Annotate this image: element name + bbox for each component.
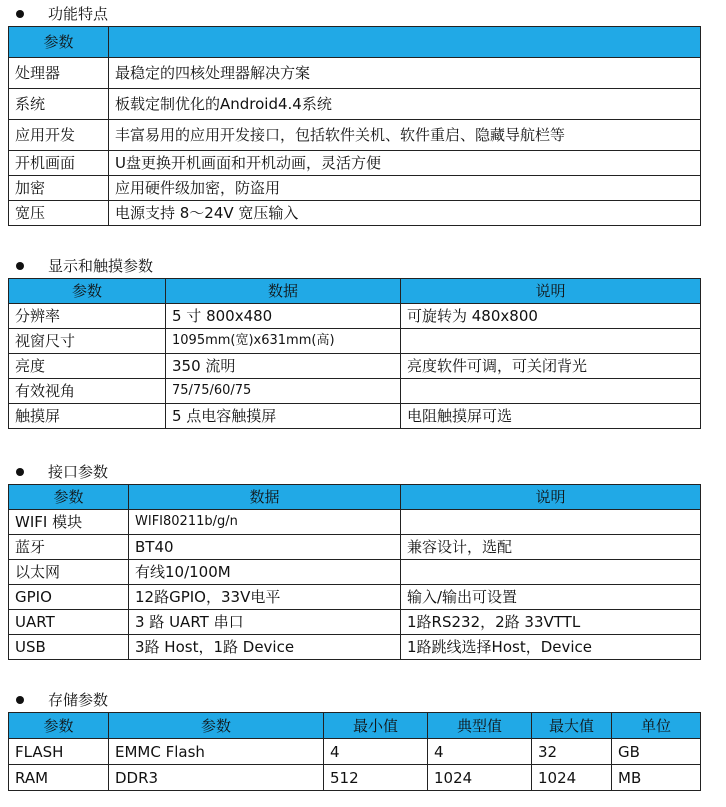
table-header-row (9, 485, 701, 510)
section-title: 接口参数 (48, 463, 109, 481)
table-row (9, 765, 701, 791)
type-cell: EMMC Flash (109, 739, 324, 765)
header-cell: 单位 (612, 713, 701, 739)
header-cell: 参数 (9, 27, 109, 58)
table-row (9, 610, 701, 635)
display-touch-table (8, 278, 701, 429)
note-cell: 可旋转为 480x800 (401, 304, 701, 329)
param-cell: RAM (9, 765, 109, 791)
note-cell (401, 329, 701, 354)
table-header-row (9, 713, 701, 739)
param-cell: 触摸屏 (9, 404, 166, 429)
section-interface (8, 460, 700, 660)
param-cell: 开机画面 (9, 151, 109, 176)
param-cell: 处理器 (9, 58, 109, 89)
data-cell: BT40 (129, 535, 401, 560)
storage-table (8, 712, 701, 791)
data-cell: 350 流明 (166, 354, 401, 379)
header-cell: 说明 (401, 279, 701, 304)
section-heading (8, 2, 700, 26)
section-storage (8, 688, 700, 791)
unit-cell: MB (612, 765, 701, 791)
table-row (9, 151, 701, 176)
min-cell: 4 (324, 739, 428, 765)
header-cell: 参数 (9, 279, 166, 304)
note-cell: 电阻触摸屏可选 (401, 404, 701, 429)
table-header-row (9, 27, 701, 58)
value-cell: U盘更换开机画面和开机动画，灵活方便 (109, 151, 701, 176)
table-row (9, 329, 701, 354)
table-row (9, 635, 701, 660)
section-title: 功能特点 (48, 5, 109, 23)
bullet-icon (16, 262, 24, 270)
table-row (9, 176, 701, 201)
data-cell: 1095mm(宽)x631mm(高) (166, 329, 401, 354)
section-heading (8, 460, 700, 484)
header-cell: 参数 (9, 485, 129, 510)
param-cell: FLASH (9, 739, 109, 765)
unit-cell: GB (612, 739, 701, 765)
data-cell: 12路GPIO，33V电平 (129, 585, 401, 610)
note-cell (401, 510, 701, 535)
max-cell: 32 (532, 739, 612, 765)
table-row (9, 89, 701, 120)
table-row (9, 379, 701, 404)
typ-cell: 1024 (428, 765, 532, 791)
data-cell: 5 点电容触摸屏 (166, 404, 401, 429)
section-title: 存储参数 (48, 691, 109, 709)
table-header-row (9, 279, 701, 304)
value-cell: 电源支持 8～24V 宽压输入 (109, 201, 701, 226)
section-heading (8, 254, 700, 278)
section-features (8, 2, 700, 226)
value-cell: 应用硬件级加密，防盗用 (109, 176, 701, 201)
typ-cell: 4 (428, 739, 532, 765)
table-row (9, 560, 701, 585)
header-cell: 说明 (401, 485, 701, 510)
param-cell: 蓝牙 (9, 535, 129, 560)
bullet-icon (16, 468, 24, 476)
data-cell: 75/75/60/75 (166, 379, 401, 404)
table-row (9, 739, 701, 765)
header-cell: 参数 (9, 713, 109, 739)
min-cell: 512 (324, 765, 428, 791)
data-cell: 有线10/100M (129, 560, 401, 585)
param-cell: WIFI 模块 (9, 510, 129, 535)
param-cell: 以太网 (9, 560, 129, 585)
table-row (9, 58, 701, 89)
bullet-icon (16, 696, 24, 704)
data-cell: 5 寸 800x480 (166, 304, 401, 329)
param-cell: 加密 (9, 176, 109, 201)
param-cell: UART (9, 610, 129, 635)
table-row (9, 201, 701, 226)
table-row (9, 120, 701, 151)
bullet-icon (16, 10, 24, 18)
note-cell (401, 379, 701, 404)
data-cell: 3路 Host，1路 Device (129, 635, 401, 660)
section-display-touch (8, 254, 700, 429)
param-cell: 分辨率 (9, 304, 166, 329)
data-cell: WIFI80211b/g/n (129, 510, 401, 535)
note-cell: 亮度软件可调，可关闭背光 (401, 354, 701, 379)
note-cell: 1路跳线选择Host，Device (401, 635, 701, 660)
table-row (9, 404, 701, 429)
features-table (8, 26, 701, 226)
header-cell: 典型值 (428, 713, 532, 739)
param-cell: 系统 (9, 89, 109, 120)
header-cell: 数据 (166, 279, 401, 304)
param-cell: 宽压 (9, 201, 109, 226)
header-cell: 最小值 (324, 713, 428, 739)
data-cell: 3 路 UART 串口 (129, 610, 401, 635)
header-cell: 最大值 (532, 713, 612, 739)
header-cell (109, 27, 701, 58)
param-cell: 视窗尺寸 (9, 329, 166, 354)
param-cell: USB (9, 635, 129, 660)
note-cell: 输入/输出可设置 (401, 585, 701, 610)
note-cell: 1路RS232，2路 33VTTL (401, 610, 701, 635)
section-heading (8, 688, 700, 712)
param-cell: 有效视角 (9, 379, 166, 404)
table-row (9, 535, 701, 560)
table-row (9, 354, 701, 379)
header-cell: 数据 (129, 485, 401, 510)
param-cell: 应用开发 (9, 120, 109, 151)
section-title: 显示和触摸参数 (48, 257, 154, 275)
interface-table (8, 484, 701, 660)
value-cell: 丰富易用的应用开发接口，包括软件关机、软件重启、隐藏导航栏等 (109, 120, 701, 151)
note-cell: 兼容设计，选配 (401, 535, 701, 560)
param-cell: 亮度 (9, 354, 166, 379)
header-cell: 参数 (109, 713, 324, 739)
note-cell (401, 560, 701, 585)
table-row (9, 510, 701, 535)
value-cell: 最稳定的四核处理器解决方案 (109, 58, 701, 89)
value-cell: 板载定制优化的Android4.4系统 (109, 89, 701, 120)
max-cell: 1024 (532, 765, 612, 791)
type-cell: DDR3 (109, 765, 324, 791)
table-row (9, 585, 701, 610)
table-row (9, 304, 701, 329)
param-cell: GPIO (9, 585, 129, 610)
